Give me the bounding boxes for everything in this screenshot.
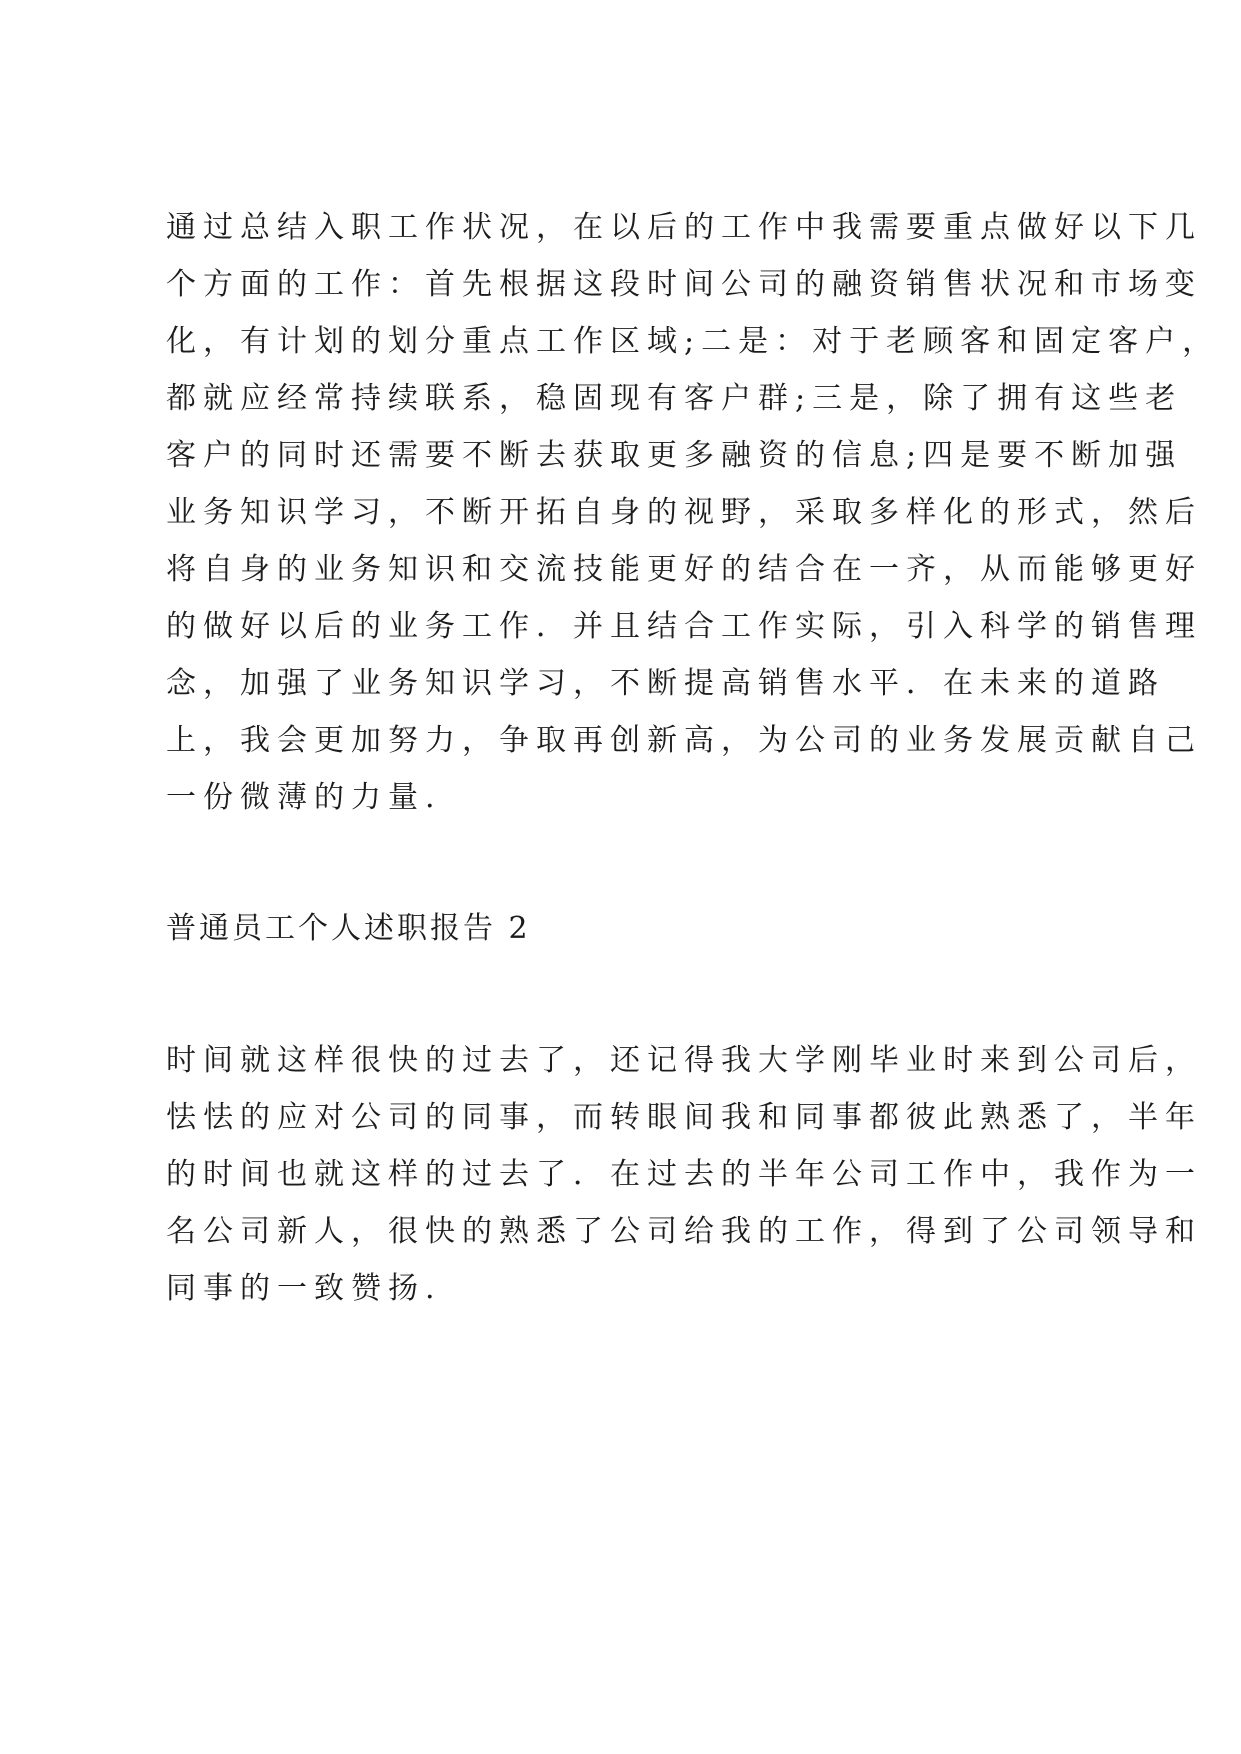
text-line: 时间就这样很快的过去了，还记得我大学刚毕业时来到公司后，: [166, 1043, 1202, 1078]
text-line: 个方面的工作：首先根据这段时间公司的融资销售状况和市场变: [166, 267, 1202, 302]
text-line: 念，加强了业务知识学习，不断提高销售水平．在未来的道路: [166, 666, 1165, 701]
text-line: 上，我会更加努力，争取再创新高，为公司的业务发展贡献自己: [166, 723, 1202, 758]
text-line: 的时间也就这样的过去了．在过去的半年公司工作中，我作为一: [166, 1157, 1202, 1192]
text-line: 一份微薄的力量.: [166, 780, 442, 815]
text-line: 将自身的业务知识和交流技能更好的结合在一齐，从而能够更好: [166, 552, 1202, 587]
text-line: 都就应经常持续联系，稳固现有客户群;三是，除了拥有这些老: [166, 381, 1183, 416]
section-heading: 普通员工个人述职报告 2: [166, 911, 531, 946]
text-line: 化，有计划的划分重点工作区域;二是：对于老顾客和固定客户，: [166, 324, 1220, 359]
text-line: 怯怯的应对公司的同事，而转眼间我和同事都彼此熟悉了，半年: [166, 1100, 1202, 1135]
text-line: 通过总结入职工作状况，在以后的工作中我需要重点做好以下几: [166, 210, 1202, 245]
text-line: 业务知识学习，不断开拓自身的视野，采取多样化的形式，然后: [166, 495, 1202, 530]
text-line: 名公司新人，很快的熟悉了公司给我的工作，得到了公司领导和: [166, 1214, 1202, 1249]
text-line: 的做好以后的业务工作．并且结合工作实际，引入科学的销售理: [166, 609, 1202, 644]
text-line: 客户的同时还需要不断去获取更多融资的信息;四是要不断加强: [166, 438, 1183, 473]
text-line: 同事的一致赞扬.: [166, 1271, 442, 1306]
